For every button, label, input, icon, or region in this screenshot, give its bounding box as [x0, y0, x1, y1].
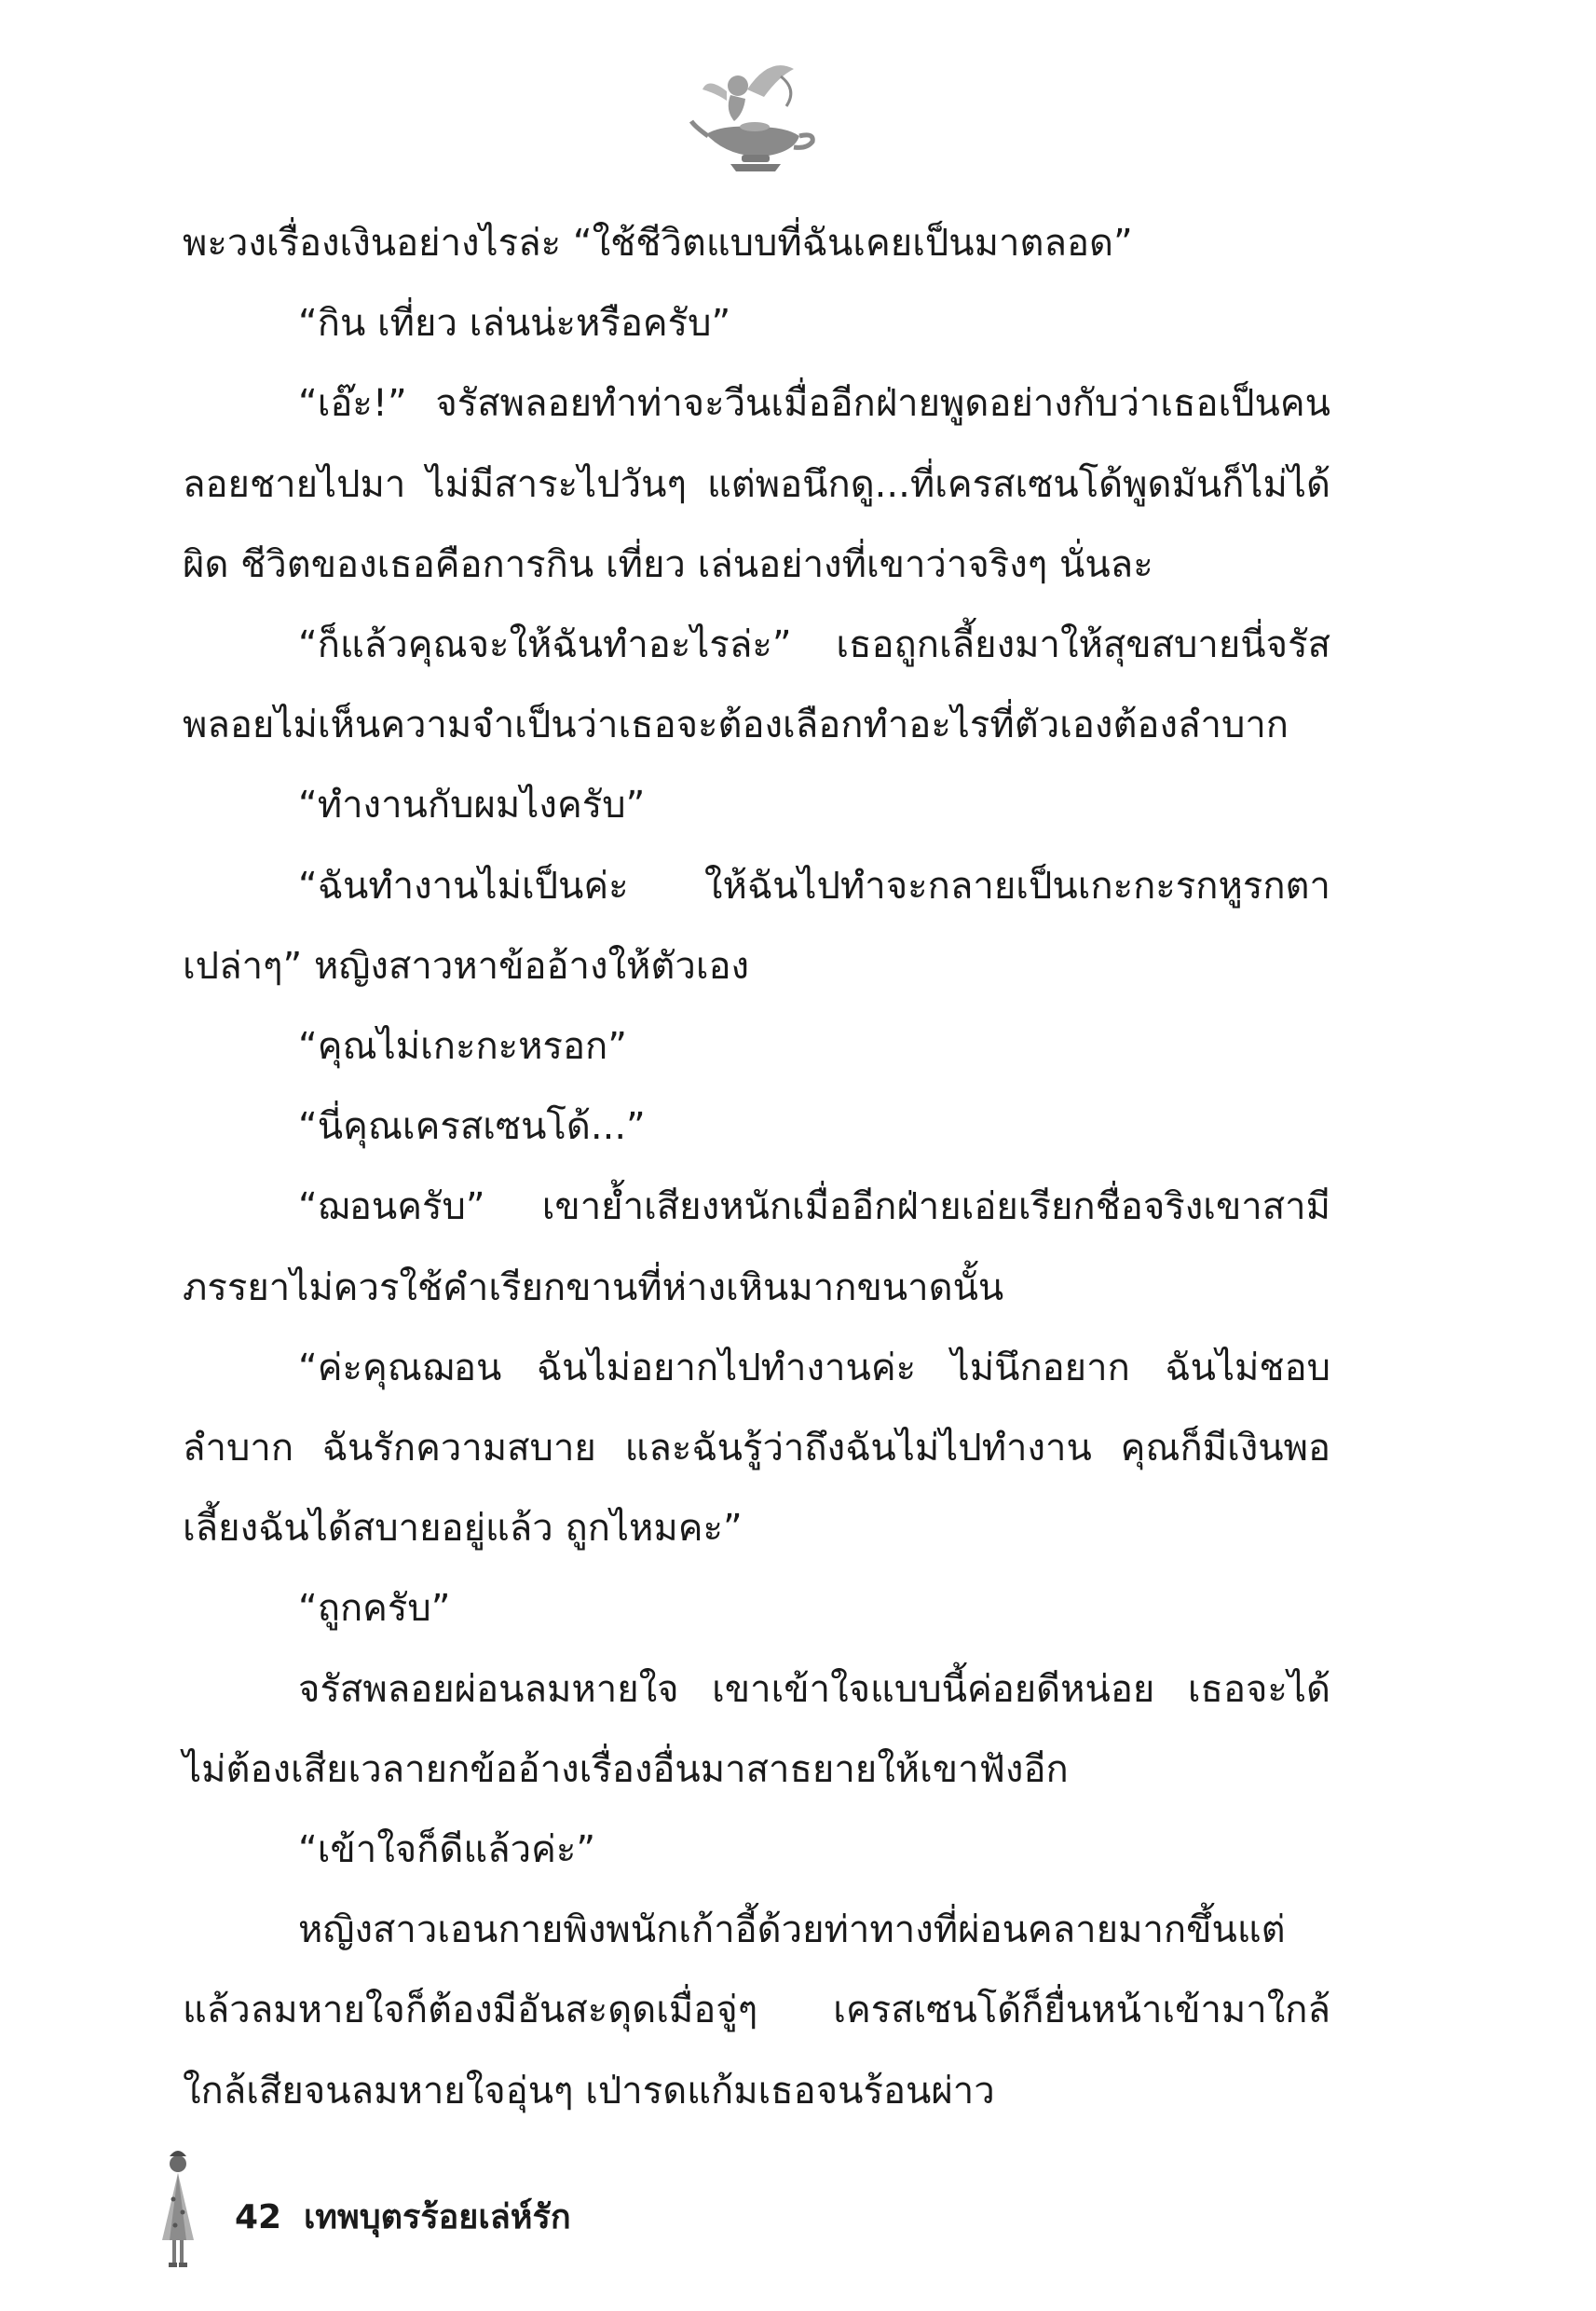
page-footer — [157, 2143, 716, 2283]
page-number: 42 — [235, 2198, 282, 2236]
book-title: เทพบุตรร้อยเล่ห์รัก — [304, 2198, 571, 2236]
paragraph-5: “ทำงานกับผมไงครับ” — [298, 784, 646, 827]
paragraph-8: “นี่คุณเครสเซนโด้...” — [298, 1105, 646, 1149]
paragraph-6: “ฉันทำงานไม่เป็นค่ะ ให้ฉันไปทำจะกลายเป็นเกะกะรกหูรกตาเปล่าๆ” หญิงสาวหาข้ออ้างให้ตัวเอง — [183, 864, 1330, 988]
paragraph-11: “ถูกครับ” — [298, 1587, 451, 1631]
body-text — [183, 203, 1330, 2131]
doll-figure-icon — [157, 2143, 199, 2283]
paragraph-2: “กิน เที่ยว เล่นน่ะหรือครับ” — [298, 302, 731, 346]
paragraph-1: พะวงเรื่องเงินอย่างไรล่ะ “ใช้ชีวิตแบบที่ฉันเคยเป็นมาตลอด” — [183, 222, 1133, 265]
paragraph-13: “เข้าใจก็ดีแล้วค่ะ” — [298, 1828, 596, 1872]
paragraph-4: “ก็แล้วคุณจะให้ฉันทำอะไรล่ะ” เธอถูกเลี้ยงมาให้สุขสบายนี่จรัสพลอยไม่เห็นความจำเป็นว่าเธอจะต้องเลือกทำอะไรที่ตัวเองต้องลำบาก — [183, 623, 1330, 747]
paragraph-7: “คุณไม่เกะกะหรอก” — [298, 1025, 627, 1069]
paragraph-9: “ฌอนครับ” เขาย้ำเสียงหนักเมื่ออีกฝ่ายเอ่ยเรียกชื่อจริงเขาสามีภรรยาไม่ควรใช้คำเรียกขานที่ห่างเหินมากขนาดนั้น — [183, 1185, 1330, 1309]
paragraph-10: “ค่ะคุณฌอน ฉันไม่อยากไปทำงานค่ะ ไม่นึกอยาก ฉันไม่ชอบลำบาก ฉันรักความสบาย และฉันรู้ว่าถึงฉันไม่ไปทำงาน คุณก็มีเงินพอเลี้ยงฉันได้สบายอยู่แล้ว ถูกไหมคะ” — [183, 1346, 1330, 1551]
cupid-lamp-ornament-icon — [689, 48, 820, 179]
paragraph-14: หญิงสาวเอนกายพิงพนักเก้าอี้ด้วยท่าทางที่ผ่อนคลายมากขึ้นแต่แล้วลมหายใจก็ต้องมีอันสะดุดเมื่อจู่ๆ เครสเซนโด้ก็ยื่นหน้าเข้ามาใกล้ ใกล้เสียจนลมหายใจอุ่นๆ เป่ารดแก้มเธอจนร้อนผ่าว — [183, 1908, 1330, 2113]
paragraph-12: จรัสพลอยผ่อนลมหายใจ เขาเข้าใจแบบนี้ค่อยดีหน่อย เธอจะได้ไม่ต้องเสียเวลายกข้ออ้างเรื่องอื่นมาสาธยายให้เขาฟังอีก — [183, 1667, 1330, 1791]
paragraph-3: “เอ๊ะ!” จรัสพลอยทำท่าจะวีนเมื่ออีกฝ่ายพูดอย่างกับว่าเธอเป็นคนลอยชายไปมา ไม่มีสาระไปวันๆ แต่พอนึกดู...ที่เครสเซนโด้พูดมันก็ไม่ได้ผิด ชีวิตของเธอคือการกิน เที่ยว เล่นอย่างที่เขาว่าจริงๆ นั่นละ — [183, 382, 1330, 586]
